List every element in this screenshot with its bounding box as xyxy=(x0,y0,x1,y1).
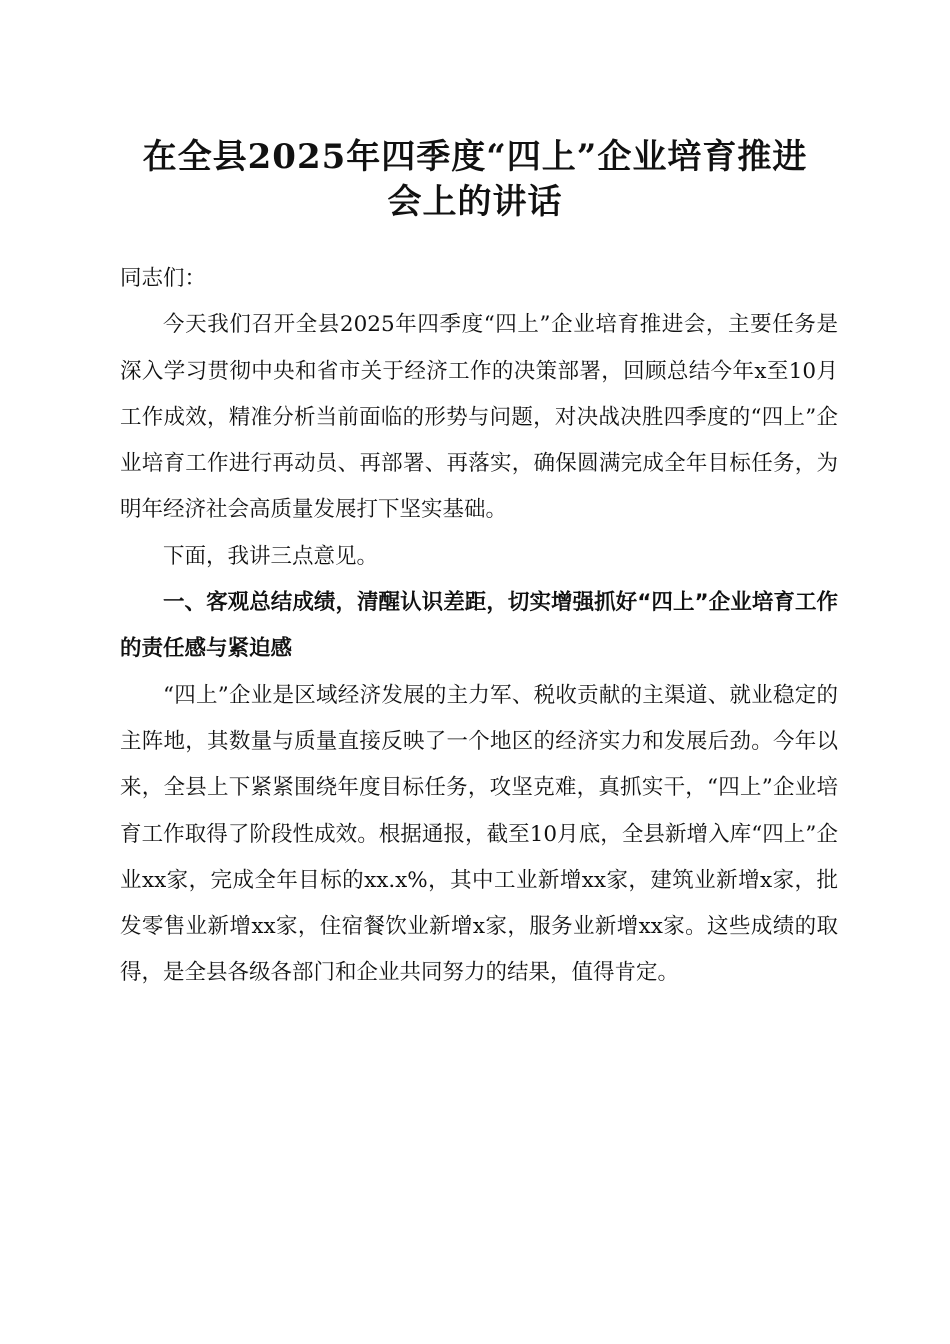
title-line-2: 会上的讲话 xyxy=(387,182,563,222)
opening-paragraph: 今天我们召开全县2025年四季度“四上”企业培育推进会，主要任务是深入学习贯彻中央和省市关于经济工作的决策部署，回顾总结今年x至10月工作成效，精准分析当前面临的形势与问题，对决战决胜四季度的“四上”企业培育工作进行再动员、再部署、再落实，确保圆满完成全年目标任务，为明年经济社会高质量发展打下坚实基础。 xyxy=(120,312,838,523)
salutation: 同志们： xyxy=(120,266,207,291)
transition-paragraph: 下面，我讲三点意见。 xyxy=(163,543,379,569)
document-title xyxy=(90,135,860,225)
section-1-paragraph: “四上”企业是区域经济发展的主力军、税收贡献的主渠道、就业稳定的主阵地，其数量与质量直接反映了一个地区的经济实力和发展后劲。今年以来，全县上下紧紧围绕年度目标任务，攻坚克难，真抓实干，“四上”企业培育工作取得了阶段性成效。根据通报，截至10月底，全县新增入库“四上”企业xx家，完成全年目标的xx.x%，其中工业新增xx家，建筑业新增x家，批发零售业新增xx家，住宿餐饮业新增x家，服务业新增xx家。这些成绩的取得，是全县各级各部门和企业共同努力的结果，值得肯定。 xyxy=(120,682,838,986)
document-body xyxy=(120,256,838,997)
title-line-1: 在全县2025年四季度“四上”企业培育推进 xyxy=(142,137,808,177)
section-heading-1: 一、客观总结成绩，清醒认识差距，切实增强抓好“四上”企业培育工作的责任感与紧迫感 xyxy=(120,590,838,662)
